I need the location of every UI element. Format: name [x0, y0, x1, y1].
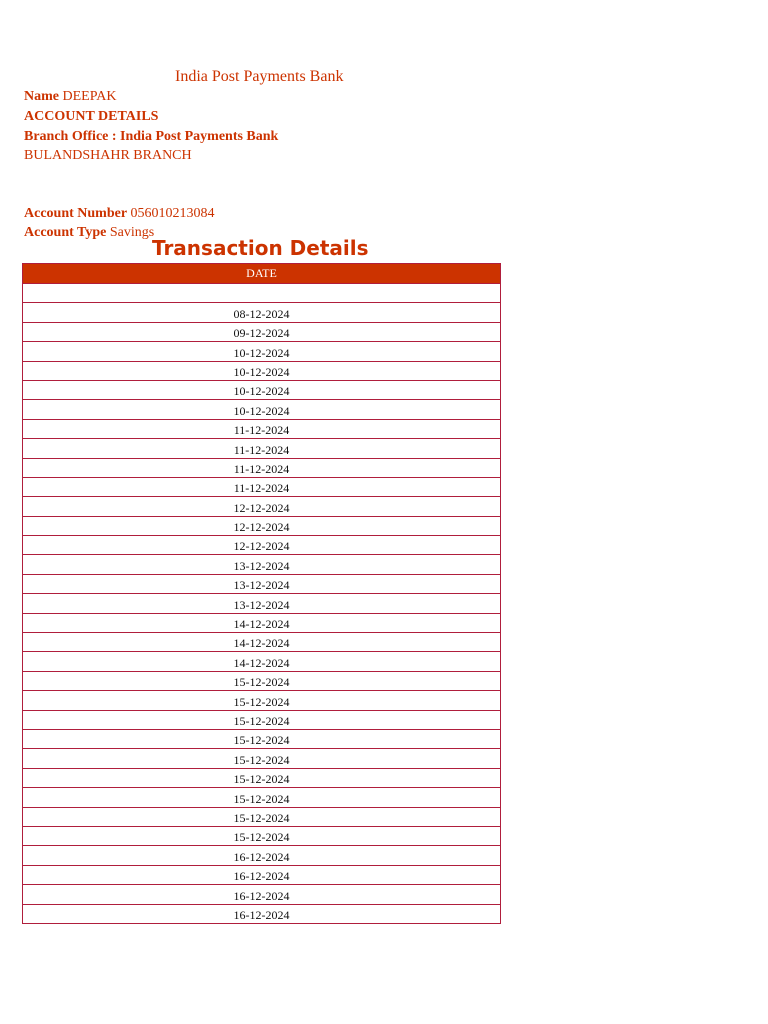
table-row — [23, 710, 501, 729]
account-type-value: Savings — [109, 225, 155, 240]
branch-name-line — [24, 148, 192, 164]
table-row — [23, 419, 501, 438]
table-row — [23, 439, 501, 458]
account-type-label: Account Type — [24, 225, 107, 240]
name-label: Name — [24, 89, 59, 104]
date-cell: 14-12-2024 — [23, 633, 501, 652]
table-row — [23, 361, 501, 380]
date-cell: 11-12-2024 — [23, 439, 501, 458]
table-row — [23, 671, 501, 690]
branch-office-line — [24, 129, 278, 145]
date-cell: 15-12-2024 — [23, 749, 501, 768]
date-cell: 09-12-2024 — [23, 322, 501, 341]
account-type-line — [24, 225, 154, 241]
table-row — [23, 284, 501, 303]
date-cell: 11-12-2024 — [23, 477, 501, 496]
date-cell: 13-12-2024 — [23, 574, 501, 593]
table-row — [23, 594, 501, 613]
date-cell: 08-12-2024 — [23, 303, 501, 322]
account-number-value: 056010213084 — [130, 206, 215, 221]
table-row — [23, 555, 501, 574]
table-row — [23, 865, 501, 884]
table-row — [23, 458, 501, 477]
branch-office-label: Branch Office : India Post Payments Bank — [24, 129, 279, 144]
date-cell: 16-12-2024 — [23, 904, 501, 923]
date-cell: 10-12-2024 — [23, 380, 501, 399]
table-row — [23, 826, 501, 845]
table-row — [23, 477, 501, 496]
name-value: DEEPAK — [62, 89, 117, 104]
date-cell: 12-12-2024 — [23, 536, 501, 555]
date-cell: 15-12-2024 — [23, 807, 501, 826]
transactions-table — [22, 263, 501, 924]
date-cell: 14-12-2024 — [23, 613, 501, 632]
table-row — [23, 497, 501, 516]
date-cell: 13-12-2024 — [23, 555, 501, 574]
date-cell: 15-12-2024 — [23, 768, 501, 787]
account-number-line — [24, 206, 215, 222]
date-cell: 16-12-2024 — [23, 885, 501, 904]
table-row — [23, 652, 501, 671]
date-cell: 11-12-2024 — [23, 458, 501, 477]
table-row — [23, 516, 501, 535]
date-cell: 13-12-2024 — [23, 594, 501, 613]
date-cell: 12-12-2024 — [23, 497, 501, 516]
date-cell: 15-12-2024 — [23, 826, 501, 845]
table-row — [23, 303, 501, 322]
account-number-label: Account Number — [24, 206, 128, 221]
date-cell: 14-12-2024 — [23, 652, 501, 671]
date-cell — [23, 284, 501, 303]
table-row — [23, 691, 501, 710]
date-cell: 10-12-2024 — [23, 361, 501, 380]
date-cell: 16-12-2024 — [23, 846, 501, 865]
bank-title: India Post Payments Bank — [175, 68, 344, 85]
date-cell: 10-12-2024 — [23, 342, 501, 361]
branch-name-value: BULANDSHAHR BRANCH — [24, 148, 192, 163]
date-cell: 11-12-2024 — [23, 419, 501, 438]
table-row — [23, 729, 501, 748]
account-details-heading-text: ACCOUNT DETAILS — [24, 109, 159, 124]
date-cell: 16-12-2024 — [23, 865, 501, 884]
date-cell: 12-12-2024 — [23, 516, 501, 535]
transaction-details-title: Transaction Details — [152, 236, 369, 260]
table-row — [23, 788, 501, 807]
table-row — [23, 342, 501, 361]
transactions-table-body — [23, 284, 501, 924]
table-row — [23, 768, 501, 787]
table-row — [23, 904, 501, 923]
table-row — [23, 613, 501, 632]
table-row — [23, 846, 501, 865]
table-row — [23, 885, 501, 904]
table-row — [23, 807, 501, 826]
table-header-row — [23, 264, 501, 284]
date-cell: 15-12-2024 — [23, 671, 501, 690]
date-cell: 15-12-2024 — [23, 788, 501, 807]
table-row — [23, 322, 501, 341]
account-details-heading — [24, 109, 158, 125]
table-row — [23, 400, 501, 419]
date-cell: 15-12-2024 — [23, 710, 501, 729]
date-cell: 15-12-2024 — [23, 691, 501, 710]
table-row — [23, 536, 501, 555]
date-column-header: DATE — [23, 264, 501, 284]
customer-name-line — [24, 89, 116, 105]
date-cell: 10-12-2024 — [23, 400, 501, 419]
table-row — [23, 574, 501, 593]
table-row — [23, 633, 501, 652]
table-row — [23, 749, 501, 768]
table-row — [23, 380, 501, 399]
date-cell: 15-12-2024 — [23, 729, 501, 748]
